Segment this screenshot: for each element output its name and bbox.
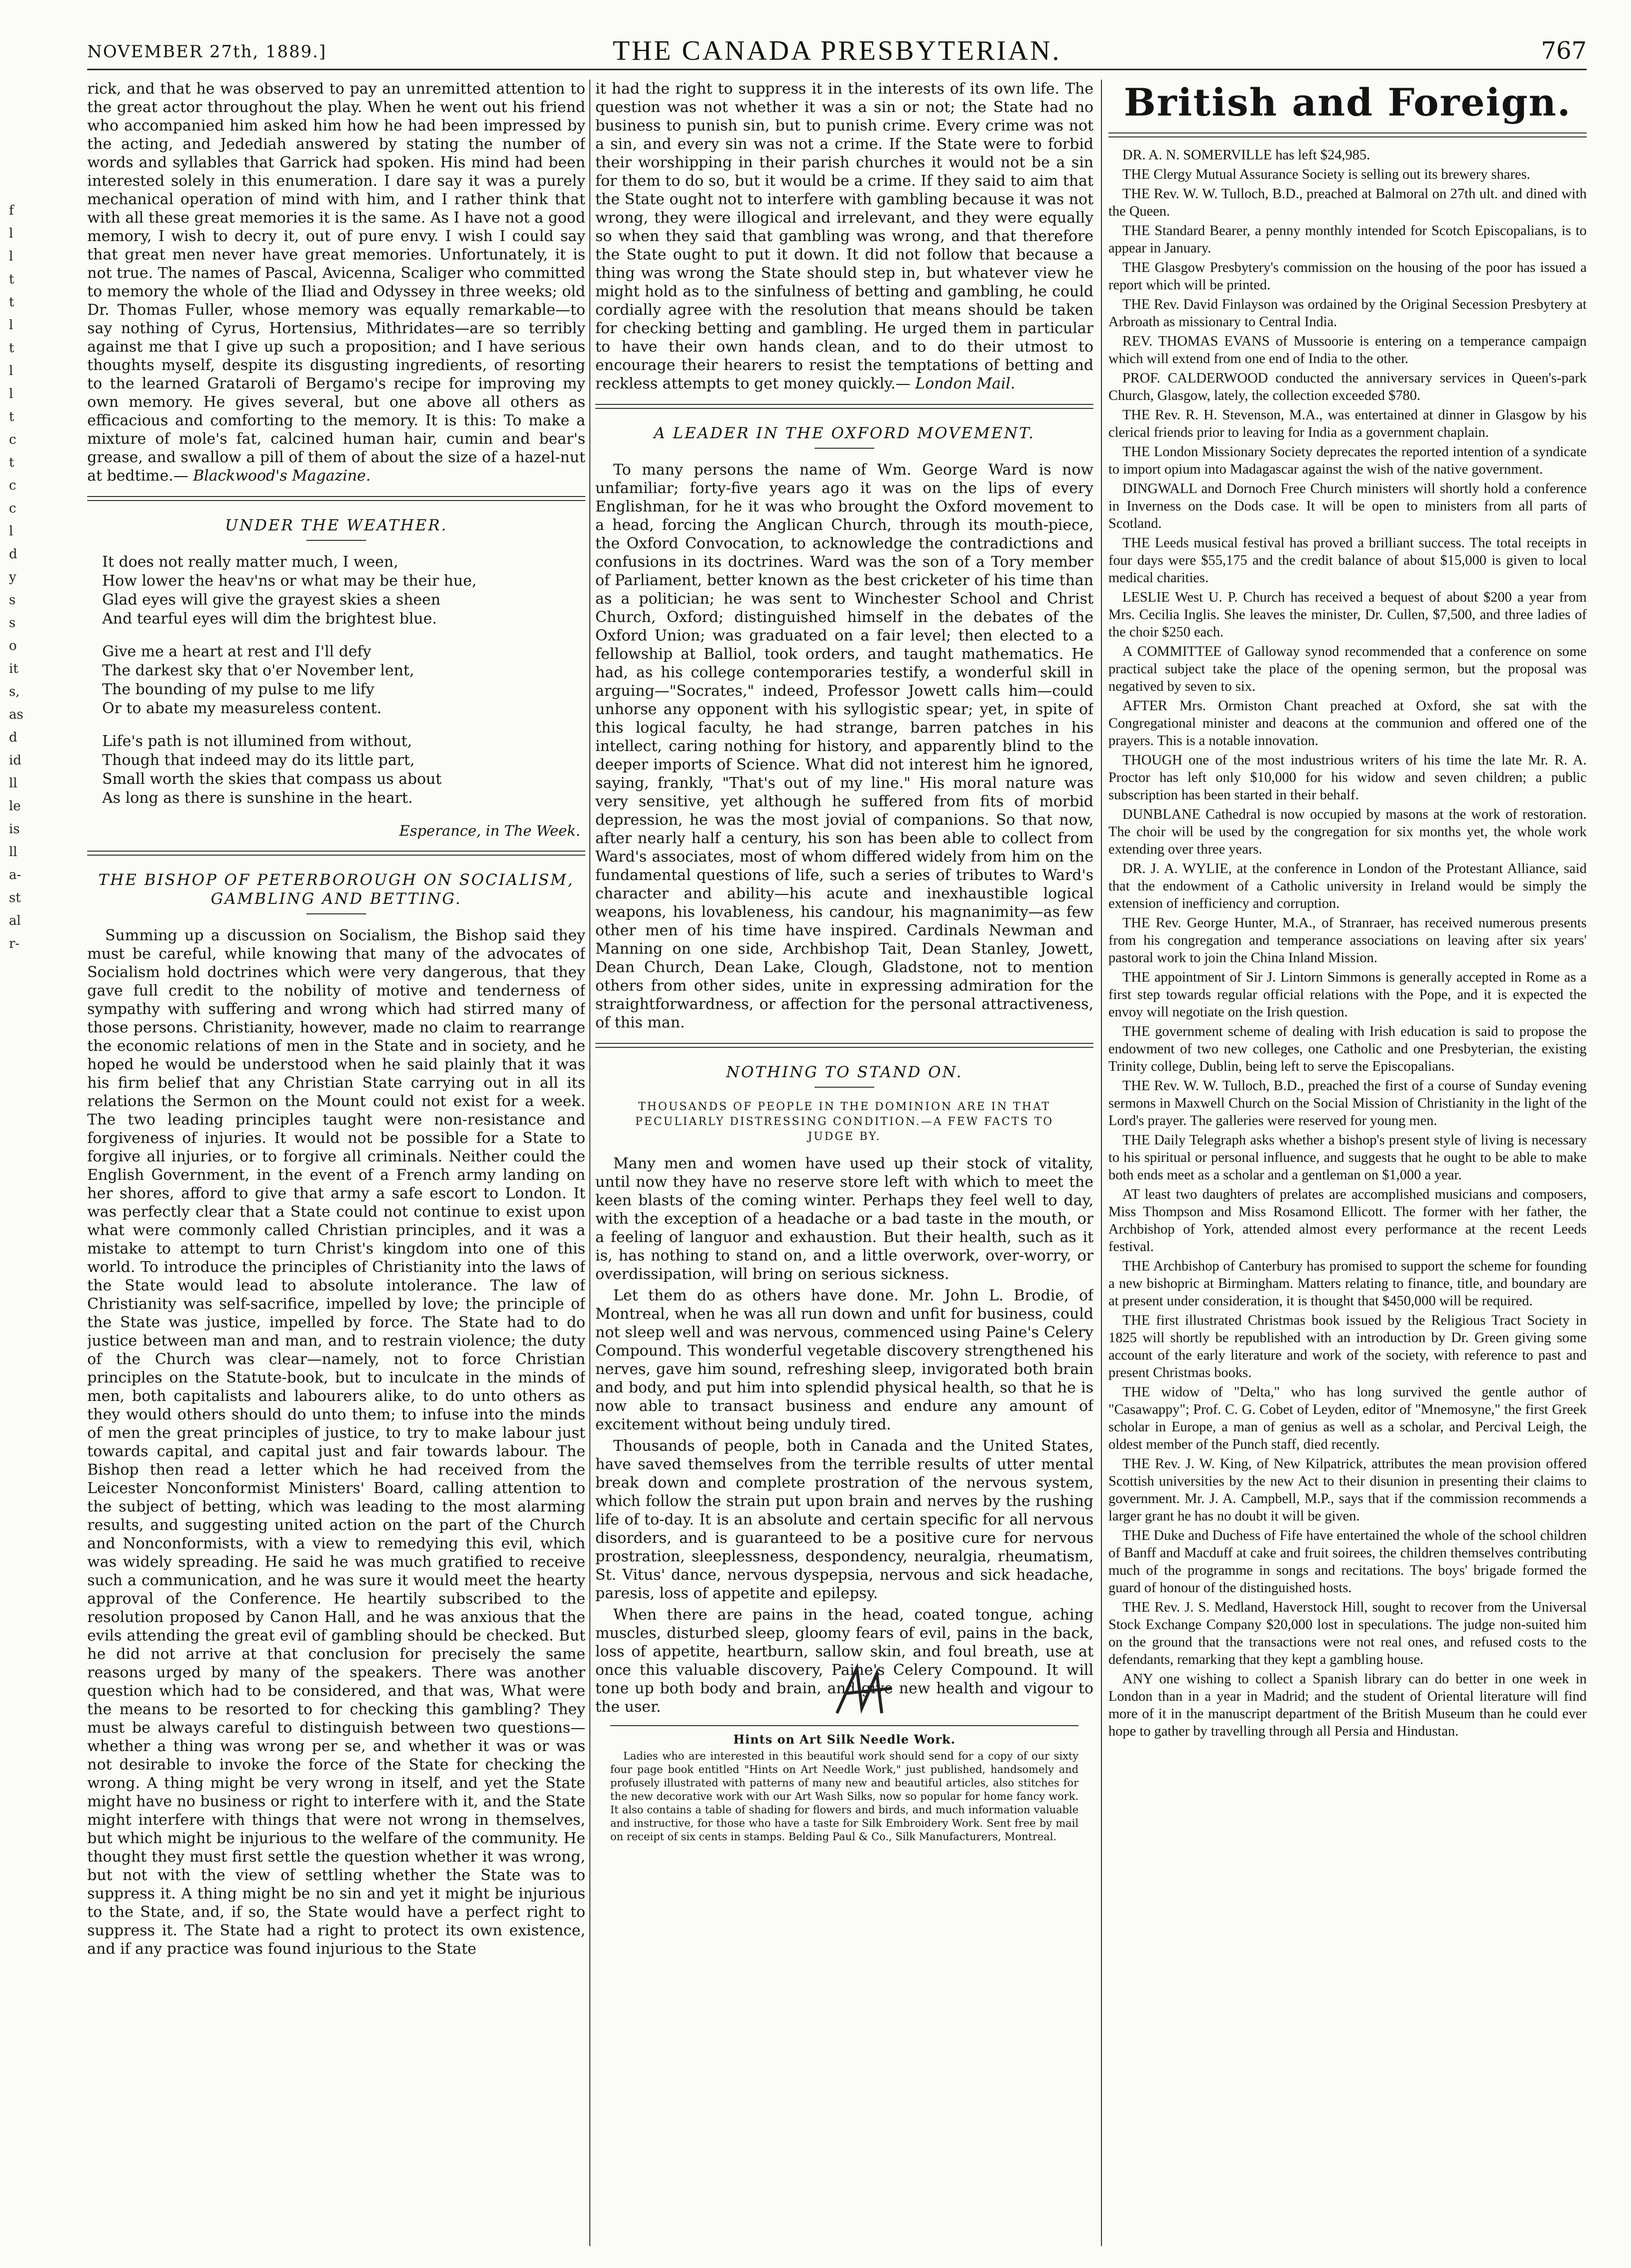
margin-mark: t (9, 295, 14, 310)
margin-mark: ll (9, 845, 17, 860)
column-1 (87, 80, 585, 2251)
news-item: AFTER Mrs. Ormiston Chant preached at Oxford, she sat with the Congregational minister and deacons at the communion and offered one of the prayers. This is a notable innovation. (1108, 698, 1587, 749)
poem-line: As long as there is sunshine in the heart. (102, 789, 413, 807)
poem-line: The darkest sky that o'er November lent, (102, 662, 414, 679)
margin-marks (9, 199, 39, 955)
news-item: DINGWALL and Dornoch Free Church ministers will shortly hold a conference in Inverness on the Dods case. It will be open to ministers from all parts of Scotland. (1108, 481, 1587, 531)
section-rule (87, 851, 585, 856)
poem-stanza (102, 642, 585, 718)
news-item: THE Rev. W. W. Tulloch, B.D., preached at Balmoral on 27th ult. and dined with the Queen. (1108, 186, 1587, 219)
bishop-article-title: THE BISHOP OF PETERBOROUGH ON SOCIALISM, GAMBLING AND BETTING. (98, 871, 574, 908)
masthead-title: THE CANADA PRESBYTERIAN. (612, 35, 1062, 66)
british-foreign-title: British and Foreign. (1123, 80, 1572, 125)
poem (102, 553, 585, 808)
margin-mark: id (9, 753, 21, 768)
poem-attribution: Esperance, in The Week. (399, 822, 580, 839)
margin-mark: t (9, 272, 14, 287)
page-number: 767 (1541, 37, 1587, 65)
margin-mark: as (9, 707, 23, 722)
poem-line: Though that indeed may do its little part, (102, 752, 415, 769)
section-rule (1108, 132, 1587, 137)
ad-text: Ladies who are interested in this beautiful work should send for a copy of our sixty four page book entitled "Hints on Art Needle Work," just published, handsomely and profusely illustrated with patterns of many new and beautiful articles, also stitches for the new decorative work with our Art Wash Silks, now so popular for home fancy work. It also contains a table of shading for flowers and birds, and much information valuable and instructive, for those who have a taste for Silk Embroidery Work. Sent free by mail on receipt of six cents in stamps. Belding Paul & Co., Silk Manufacturers, Montreal. (610, 1750, 1079, 1843)
poem-stanza (102, 553, 585, 629)
poem-line: Glad eyes will give the grayest skies a sheen (102, 591, 441, 609)
column-divider (1101, 80, 1102, 2246)
margin-mark: y (9, 570, 16, 585)
margin-mark: s (9, 593, 16, 608)
memory-article-text (87, 80, 585, 485)
poem-stanza (102, 732, 585, 808)
news-item: THE London Missionary Society deprecates the reported intention of a syndicate to import opium into Madagascar against the wish of the native government. (1108, 444, 1587, 477)
memory-article-source: Blackwood's Magazine. (193, 467, 371, 485)
title-rule (815, 1087, 874, 1088)
ink-scribble-mark (827, 1653, 907, 1733)
margin-mark: l (9, 226, 13, 241)
paragraph: When there are pains in the head, coated tongue, aching muscles, disturbed sleep, gloomy fears of evil, pains in the back, loss of appetite, heartburn, sallow skin, and foul breath, use at once this valuable discovery, Paine's Celery Compound. It will tone up both body and brain, and give new health and vigour to the user. (595, 1606, 1093, 1716)
margin-mark: r- (9, 936, 20, 951)
margin-mark: l (9, 318, 13, 333)
section-rule (595, 1043, 1093, 1048)
advertisement (610, 1725, 1079, 1844)
news-item: PROF. CALDERWOOD conducted the anniversary services in Queen's-park Church, Glasgow, lately, the collection exceeded $780. (1108, 371, 1587, 403)
news-item: THE Rev. W. W. Tulloch, B.D., preached the first of a course of Sunday evening sermons in Maxwell Church on the Social Mission of Christianity in the light of the Lord's prayer. The galleries were reserved for young men. (1108, 1078, 1587, 1129)
continuation-text: it had the right to suppress it in the interests of its own life. The question was not whether it was a sin or not; the State had no business to punish sin, but to punish crime. Every crime was not a sin, and every sin was not a crime. If the State were to forbid their worshipping in their parish churches it would not be a sin for them to do so, but it would be a crime. If they said to aim that the State ought not to interfere with gambling because it was not wrong, they were illogical and irrelevant, and they were equally so when they said that gambling was wrong, and that therefore the State ought to put it down. It did not follow that because a thing was wrong the State should step in, but whatever view he might hold as to the sinfulness of betting and gambling, he could cordially agree with the resolution that means should be taken for checking betting and gambling. He urged them in particular to have their own hands clean, and to do their utmost to encourage their hearers to resist the temptations of betting and reckless attempts to get money quickly.— (595, 80, 1093, 392)
news-item: THOUGH one of the most industrious writers of his time the late Mr. R. A. Proctor has left only $10,000 for his widow and seven children; a public subscription has been started in their behalf. (1108, 753, 1587, 803)
poem-line: Or to abate my measureless content. (102, 700, 382, 717)
news-item: DUNBLANE Cathedral is now occupied by masons at the work of restoration. The choir will be used by the congregation for six months yet, the whole work extending over three years. (1108, 807, 1587, 857)
news-item: THE Rev. George Hunter, M.A., of Stranraer, has received numerous presents from his congregation and temperance associations on leaving after six years' pastoral work to join the China Inland Mission. (1108, 915, 1587, 966)
poem-line: Life's path is not illumined from without, (102, 733, 412, 750)
memory-article-body: rick, and that he was observed to pay an unremitted attention to the great actor throughout the play. When he went out his friend who accompanied him asked him how he had been impressed by the acting, and Jedediah answered by stating the number of words and syllables that Garrick had spoken. His mind had been interested solely in this enumeration. I dare say it was a purely mechanical operation of mind with him, and I rather think that with all these great memories it is the same. As I have not a good memory, I wish to decry it, out of pure envy. I wish I could say that great men never have great memories. Unfortunately, it is not true. The names of Pascal, Avicenna, Scaliger who committed to memory the whole of the Iliad and Odyssey in three weeks; old Dr. Thomas Fuller, whose memory was equally remarkable—to say nothing of Cyrus, Hortensius, Mithridates—are so terribly against me that I give up such a proposition; and I have serious thoughts myself, despite its disgusting ingredients, of resorting to the learned Grataroli of Bergamo's recipe for improving my own memory. He gives several, but one above all others as efficacious and comforting to the memory. It is this: To make a mixture of mole's fat, calcined human hair, cumin and bear's grease, and swallow a pill of them of about the size of a hazel-nut at bedtime.— (87, 80, 585, 485)
margin-mark: l (9, 524, 13, 539)
nothing-article-title: NOTHING TO STAND ON. (726, 1063, 963, 1081)
news-item: THE appointment of Sir J. Lintorn Simmons is generally accepted in Rome as a first step towards regular official relations with the Pope, and it is expected the envoy will negotiate on the Irish question. (1108, 970, 1587, 1020)
continuation-source: London Mail. (915, 375, 1015, 392)
margin-mark: l (9, 364, 13, 378)
news-item: DR. A. N. SOMERVILLE has left $24,985. (1122, 147, 1370, 163)
margin-mark: d (9, 547, 17, 562)
news-item: THE Leeds musical festival has proved a brilliant success. The total receipts in four days were $55,175 and the credit balance of about $15,000 is given to local medical charities. (1108, 535, 1587, 586)
news-item: THE Rev. J. W. King, of New Kilpatrick, attributes the mean provision offered Scottish universities by the new Act to their disunion in presenting their claims to government. Mr. J. A. Campbell, M.P., says that if the commission recommends a larger grant he has no doubt it will be given. (1108, 1456, 1587, 1524)
leader-article-body: To many persons the name of Wm. George Ward is now unfamiliar; forty-five years ago it was on the lips of every Englishman, for he it was who brought the Oxford movement to a head, forcing the Anglican Church, through its mouth-piece, the Oxford Convocation, to acknowledge the contradictions and confusions in its doctrines. Ward was the son of a Tory member of Parliament, better known as the best cricketer of his time than as a politician; he was sent to Winchester School and Christ Church, Oxford; distinguished himself in the debates of the Oxford Union; was graduated on a fair level; then elected to a fellowship at Balliol, took orders, and taught mathematics. He had, as his college contemporaries testify, a wonderful skill in arguing—"Socrates," indeed, Professor Jowett calls him—could unhorse any opponent with his syllogistic spear; yet, in spite of this logical faculty, he had strange, barren patches in his intellect, caring nothing for history, and apparently blind to the deeper imports of Science. What did not interest him he ignored, saying, frankly, "That's out of my line." His moral nature was very sensitive, yet although he suffered from fits of morbid depression, he was the most jovial of companions. So that now, after nearly half a century, his son has been able to collect from Ward's associates, most of whom differed widely from him on the fundamental questions of life, such a series of tributes to Ward's character and ability—his acute and inexhaustible logical weapons, his lovableness, his candour, his magnanimity—as few other men of his time have inspired. Cardinals Newman and Manning on one side, Archbishop Tait, Dean Stanley, Jowett, Dean Church, Dean Lake, Clough, Gladstone, not to mention others from other sides, unite in expressing admiration for the straightforwardness, or affection for the personal attractiveness, of this man. (595, 461, 1093, 1031)
news-item: THE Rev. R. H. Stevenson, M.A., was entertained at dinner in Glasgow by his clerical friends prior to leaving for India as a government chaplain. (1108, 407, 1587, 440)
margin-mark: st (9, 890, 21, 905)
title-rule (815, 448, 874, 449)
section-rule (87, 496, 585, 501)
ad-title: Hints on Art Silk Needle Work. (733, 1732, 955, 1747)
news-item: THE Duke and Duchess of Fife have entertained the whole of the school children of Banff and Macduff at cake and fruit soirees, the children themselves contributing much of the programme in songs and recitations. The boys' brigade formed the guard of honour of the distinguished hosts. (1108, 1528, 1587, 1596)
news-item: THE government scheme of dealing with Irish education is said to propose the endowment of two new colleges, one Catholic and one Presbyterian, the existing Trinity college, Dublin, being left to serve the Episcopalians. (1108, 1024, 1587, 1074)
margin-mark: s, (9, 684, 20, 699)
margin-mark: l (9, 386, 13, 401)
margin-mark: c (9, 432, 16, 447)
news-item: THE Clergy Mutual Assurance Society is selling out its brewery shares. (1122, 167, 1530, 182)
paragraph: Many men and women have used up their stock of vitality, until now they have no reserve store left with which to meet the keen blasts of the coming winter. Perhaps they feel well to day, with the exception of a headache or a bad taste in the mouth, or a feeling of languor and exhaustion. But their health, such as it is, has nothing to stand on, and a little overwork, over-worry, or overdissipation, will bring on serious sickness. (595, 1155, 1093, 1283)
news-item: THE Glasgow Presbytery's commission on the housing of the poor has issued a report which will be printed. (1108, 260, 1587, 293)
news-item: LESLIE West U. P. Church has received a bequest of about $200 a year from Mrs. Cecilia Inglis. She leaves the minister, Dr. Cullen, $7,500, and three ladies of the choir $250 each. (1108, 590, 1587, 640)
margin-mark: is (9, 822, 20, 837)
news-item: THE Rev. David Finlayson was ordained by the Original Secession Presbytery at Arbroath as missionary to Central India. (1108, 297, 1587, 330)
margin-mark: it (9, 661, 18, 676)
section-rule (595, 404, 1093, 409)
nothing-article-body (595, 1154, 1093, 1716)
header-rule (87, 69, 1587, 70)
margin-mark: al (9, 913, 21, 928)
margin-mark: t (9, 409, 14, 424)
paragraph: Let them do as others have done. Mr. John L. Brodie, of Montreal, when he was all run down and unfit for business, could not sleep well and was nervous, commenced using Paine's Celery Compound. This wonderful vegetable discovery strengthened his nerves, gave him sound, refreshing sleep, invigorated both brain and body, and put him into splendid physical health, so that he is now able to transact business and endure any amount of excitement without being unduly tired. (595, 1287, 1093, 1433)
page-header (87, 35, 1587, 64)
margin-mark: t (9, 455, 14, 470)
margin-mark: a- (9, 868, 21, 882)
poem-line: And tearful eyes will dim the brightest blue. (102, 610, 437, 628)
title-rule (306, 540, 366, 541)
poem-title: UNDER THE WEATHER. (225, 516, 448, 534)
news-item: AT least two daughters of prelates are accomplished musicians and composers, Miss Thompson and Miss Rosamond Ellicott. The former with her father, the Archbishop of York, attended almost every performance at the recent Leeds festival. (1108, 1187, 1587, 1255)
poem-line: Small worth the skies that compass us about (102, 770, 442, 788)
margin-mark: l (9, 249, 13, 264)
poem-line: How lower the heav'ns or what may be their hue, (102, 572, 477, 590)
margin-mark: ll (9, 776, 17, 791)
paragraph: Summing up a discussion on Socialism, the Bishop said they must be careful, while knowing that many of the advocates of Socialism hold doctrines which were very dangerous, that they gave full credit to the nobility of motive and tenderness of sympathy with suffering and wrong which had stirred many of those persons. Christianity, however, made no claim to rearrange the economic relations of men in the State and in society, and he hoped he would be understood when he said plainly that it was his firm belief that any Christian State carrying out in all its relations the Sermon on the Mount could not exist for a week. The two leading principles taught were non-resistance and forgiveness of injuries. It would not be possible for a State to forgive all injuries, or to forgive all criminals. Neither could the English Government, in the event of a French army landing on her shores, afford to give that army a safe escort to London. It was perfectly clear that a State could not continue to exist upon what were commonly called Christian principles, and it was a mistake to attempt to turn Christ's kingdom into one of this world. To introduce the principles of Christianity into the laws of the State would lead to absolute intolerance. The law of Christianity was self-sacrifice, impelled by love; the principle of the State was justice, impelled by force. The State had to do justice between man and man, and to restrain violence; the duty of the Church was clear—namely, not to force Christian principles on the Statute-book, but to inculcate in the minds of men, both capitalists and labourers alike, to do unto others as they would others should do unto them; to infuse into the minds of men the great principles of justice, to try to make labour just towards capital, and capital just and fair towards labour. The Bishop then read a letter which he had received from the Leicester Nonconformist Ministers' Board, calling attention to the subject of betting, which was leading to the most alarming results, and suggesting united action on the part of the Church and Nonconformists, with a view to remedying this evil, which was widely spreading. He said he was much gratified to receive such a communication, and he was sure it would meet the hearty approval of the Conference. He heartily subscribed to the resolution proposed by Canon Hall, and he was anxious that the evils attending the great evil of gambling should be checked. But he did not arrive at that conclusion for precisely the same reasons urged by many of the speakers. There was another question which had to be considered, and that was, What were the means to be resorted to for checking this gambling? They must be always careful to distinguish between two questions—whether a thing was wrong per se, and whether it was or was not desirable to invoke the force of the State for checking the wrong. A thing might be very wrong in itself, and yet the State might have no business or right to interfere with it, and the State might interfere with things that were not wrong in themselves, but which might be injurious to the welfare of the community. He thought they must first settle the question whether it was wrong, but not with the view of settling whether the State was to suppress it. A thing might be no sin and yet it might be injurious to the State, and, if so, the State would have a perfect right to suppress it. The State had a right to protect its own existence, and if any practice was found injurious to the State (87, 927, 585, 1958)
column-3 (1108, 80, 1587, 2251)
bishop-article-body (87, 926, 585, 1958)
title-rule (306, 913, 366, 914)
news-item: THE Standard Bearer, a penny monthly intended for Scotch Episcopalians, is to appear in January. (1108, 223, 1587, 256)
news-item: THE Archbishop of Canterbury has promised to support the scheme for founding a new bishopric at Birmingham. Matters relating to finance, title, and boundary are at present under consideration, it is thought that $450,000 will be required. (1108, 1259, 1587, 1309)
margin-mark: d (9, 730, 17, 745)
news-item: ANY one wishing to collect a Spanish library can do better in one week in London than in a year in Madrid; and the student of Oriental literature will find more of it in the manuscript department of the British Museum than he could ever hope to gather by travelling through all Persia and Hindustan. (1108, 1671, 1587, 1739)
column-2 (595, 80, 1093, 2251)
news-item: THE Rev. J. S. Medland, Haverstock Hill, sought to recover from the Universal Stock Exchange Company $20,000 lost in speculations. The judge non-suited him on the ground that the transactions were not real ones, and refused costs to the defendants, remarking that they kept a gambling house. (1108, 1600, 1587, 1667)
margin-mark: t (9, 341, 14, 356)
margin-mark: f (9, 203, 14, 218)
margin-mark: o (9, 638, 17, 653)
bishop-article-continuation (595, 80, 1093, 393)
margin-mark: c (9, 478, 16, 493)
poem-line: Give me a heart at rest and I'll defy (102, 643, 372, 660)
leader-article-title: A LEADER IN THE OXFORD MOVEMENT. (654, 424, 1035, 442)
column-divider (589, 80, 590, 2246)
nothing-article-subhead: THOUSANDS OF PEOPLE IN THE DOMINION ARE IN THAT PECULIARLY DISTRESSING CONDITION.—A FEW FACTS TO JUDGE BY. (635, 1101, 1054, 1143)
news-items-list (1108, 146, 1587, 1740)
news-item: THE widow of "Delta," who has long survived the gentle author of "Casawappy"; Prof. C. G. Cobet of Leyden, editor of "Mnemosyne," the first Greek scholar in Europe, a man of genius as well as a scholar, and Percival Leigh, the oldest member of the Punch staff, died recently. (1108, 1385, 1587, 1452)
news-item: REV. THOMAS EVANS of Mussoorie is entering on a temperance campaign which will extend from one end of India to the other. (1108, 334, 1587, 367)
news-item: THE Daily Telegraph asks whether a bishop's present style of living is necessary to his spiritual or personal influence, and suggests that he ought to be able to make both ends meet as a scholar and a gentleman on $1,000 a year. (1108, 1133, 1587, 1183)
news-item: DR. J. A. WYLIE, at the conference in London of the Protestant Alliance, said that the endowment of a Catholic university in Ireland would be simply the extension of inefficiency and corruption. (1108, 861, 1587, 911)
margin-mark: s (9, 616, 16, 630)
poem-line: The bounding of my pulse to me lify (102, 681, 375, 698)
poem-line: It does not really matter much, I ween, (102, 553, 399, 571)
issue-date: NOVEMBER 27th, 1889.] (87, 42, 327, 62)
margin-mark: le (9, 799, 21, 814)
news-item: THE first illustrated Christmas book issued by the Religious Tract Society in 1825 will shortly be republished with an introduction by Dr. Green giving some account of the early literature and work of the society, with reference to past and present Christmas books. (1108, 1313, 1587, 1381)
paragraph: Thousands of people, both in Canada and the United States, have saved themselves from the terrible results of utter mental break down and complete prostration of the nervous system, which follow the strain put upon brain and nerves by the rushing life of to-day. It is an absolute and certain specific for all nervous disorders, and is guaranteed to be a positive cure for nervous prostration, sleeplessness, despondency, neuralgia, rheumatism, St. Vitus' dance, nervous dyspepsia, nervous and sick headache, paresis, loss of appetite and epilepsy. (595, 1437, 1093, 1602)
news-item: A COMMITTEE of Galloway synod recommended that a conference on some practical subject take the place of the opening sermon, but the proposal was negatived by seven to six. (1108, 644, 1587, 694)
margin-mark: c (9, 501, 16, 516)
